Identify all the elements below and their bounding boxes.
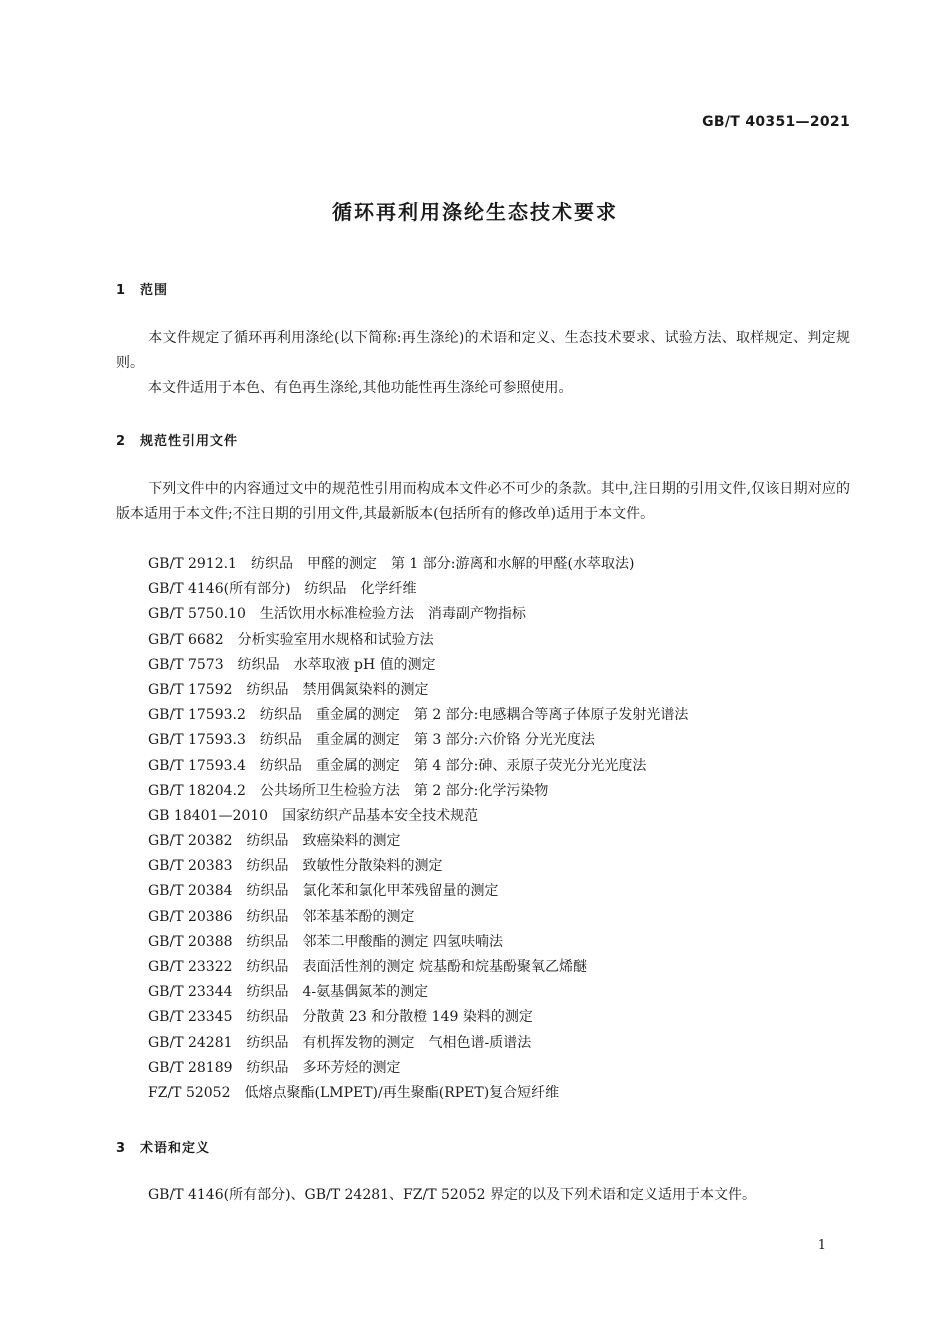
reference-item xyxy=(148,779,688,804)
reference-title: 纺织品 水萃取液 pH 值的测定 xyxy=(237,656,436,673)
reference-title: 分析实验室用水规格和试验方法 xyxy=(237,631,434,648)
reference-item xyxy=(148,754,688,779)
reference-list xyxy=(148,552,688,1106)
reference-item xyxy=(148,879,688,904)
terms-paragraph xyxy=(116,1183,850,1208)
reference-item xyxy=(148,728,688,753)
reference-item xyxy=(148,829,688,854)
paragraph-text: 本文件适用于本色、有色再生涤纶,其他功能性再生涤纶可参照使用。 xyxy=(148,380,573,396)
reference-code: GB/T 6682 xyxy=(148,631,224,648)
reference-code: GB/T 23344 xyxy=(148,984,233,1001)
reference-item xyxy=(148,955,688,980)
reference-item xyxy=(148,854,688,879)
section-2-heading xyxy=(116,430,238,449)
reference-code: GB/T 17593.3 xyxy=(148,732,246,749)
reference-title: 纺织品 有机挥发物的测定 气相色谱-质谱法 xyxy=(246,1034,532,1051)
reference-code: GB/T 5750.10 xyxy=(148,606,246,623)
reference-title: 纺织品 禁用偶氮染料的测定 xyxy=(246,681,429,698)
reference-title: 纺织品 甲醛的测定 第 1 部分:游离和水解的甲醛(水萃取法) xyxy=(250,556,635,572)
reference-item xyxy=(148,804,688,829)
reference-code: GB/T 2912.1 xyxy=(148,556,237,572)
reference-code: GB/T 20383 xyxy=(148,858,233,875)
paragraph-text: 下列文件中的内容通过文中的规范性引用而构成本文件必不可少的条款。其中,注日期的引用文件,仅该日期对应的版本适用于本文件;不注日期的引用文件,其最新版本(包括所有的修改单)适用于本文件。 xyxy=(116,481,850,522)
reference-code: GB/T 23322 xyxy=(148,959,233,975)
reference-title: 纺织品 致敏性分散染料的测定 xyxy=(246,858,443,875)
reference-title: 纺织品 氯化苯和氯化甲苯残留量的测定 xyxy=(246,883,499,900)
scope-paragraph-2 xyxy=(116,376,850,401)
scope-paragraph-1 xyxy=(116,326,850,376)
reference-title: 纺织品 多环芳烃的测定 xyxy=(246,1059,401,1076)
section-number: 2 xyxy=(116,434,127,449)
reference-title: 生活饮用水标准检验方法 消毒副产物指标 xyxy=(259,606,526,623)
reference-title: 低熔点聚酯(LMPET)/再生聚酯(RPET)复合短纤维 xyxy=(244,1084,560,1101)
reference-code: GB/T 18204.2 xyxy=(148,782,246,799)
section-number: 1 xyxy=(116,283,127,298)
reference-title: 纺织品 致癌染料的测定 xyxy=(246,833,401,850)
reference-code: GB/T 23345 xyxy=(148,1009,233,1026)
reference-code: GB/T 24281 xyxy=(148,1034,233,1051)
reference-item xyxy=(148,1031,688,1056)
reference-item xyxy=(148,628,688,653)
references-intro xyxy=(116,477,850,527)
reference-code: GB/T 20382 xyxy=(148,833,233,850)
reference-item xyxy=(148,678,688,703)
section-number: 3 xyxy=(116,1141,127,1156)
reference-item xyxy=(148,1056,688,1081)
reference-title: 纺织品 4-氨基偶氮苯的测定 xyxy=(246,984,429,1001)
reference-item xyxy=(148,905,688,930)
reference-item xyxy=(148,653,688,678)
reference-code: GB/T 20386 xyxy=(148,908,233,925)
reference-code: GB/T 17593.4 xyxy=(148,757,246,774)
reference-code: GB/T 20388 xyxy=(148,933,233,950)
reference-title: 纺织品 重金属的测定 第 3 部分:六价铬 分光光度法 xyxy=(259,732,595,749)
section-title: 术语和定义 xyxy=(140,1141,211,1156)
reference-title: 纺织品 重金属的测定 第 2 部分:电感耦合等离子体原子发射光谱法 xyxy=(259,707,689,724)
reference-code: GB/T 17593.2 xyxy=(148,707,246,724)
reference-title: 国家纺织产品基本安全技术规范 xyxy=(282,807,479,824)
reference-item xyxy=(148,1081,688,1106)
reference-code: GB/T 7573 xyxy=(148,656,224,673)
reference-code: FZ/T 52052 xyxy=(148,1084,231,1101)
reference-item xyxy=(148,980,688,1005)
reference-code: GB/T 28189 xyxy=(148,1059,233,1076)
document-title: 循环再利用涤纶生态技术要求 xyxy=(332,200,618,224)
reference-code: GB/T 4146(所有部分) xyxy=(148,581,291,598)
section-3-heading xyxy=(116,1137,210,1156)
reference-item xyxy=(148,930,688,955)
reference-code: GB/T 17592 xyxy=(148,681,233,698)
reference-code: GB/T 20384 xyxy=(148,883,233,900)
section-1-heading xyxy=(116,279,168,298)
reference-title: 纺织品 邻苯基苯酚的测定 xyxy=(246,908,415,925)
reference-title: 纺织品 分散黄 23 和分散橙 149 染料的测定 xyxy=(246,1009,533,1026)
reference-title: 公共场所卫生检验方法 第 2 部分:化学污染物 xyxy=(259,782,549,799)
standard-code: GB/T 40351—2021 xyxy=(702,114,850,130)
reference-item xyxy=(148,1005,688,1030)
reference-title: 纺织品 化学纤维 xyxy=(304,581,417,598)
paragraph-text: 本文件规定了循环再利用涤纶(以下简称:再生涤纶)的术语和定义、生态技术要求、试验方法、取样规定、判定规则。 xyxy=(116,330,850,371)
reference-item xyxy=(148,577,688,602)
reference-item xyxy=(148,552,688,577)
reference-code: GB 18401—2010 xyxy=(148,807,269,824)
reference-title: 纺织品 表面活性剂的测定 烷基酚和烷基酚聚氧乙烯醚 xyxy=(246,959,587,975)
reference-item xyxy=(148,602,688,627)
reference-title: 纺织品 邻苯二甲酸酯的测定 四氢呋喃法 xyxy=(246,933,503,950)
section-title: 规范性引用文件 xyxy=(140,434,239,449)
page-number: 1 xyxy=(817,1238,826,1253)
paragraph-text: GB/T 4146(所有部分)、GB/T 24281、FZ/T 52052 界定的以及下列术语和定义适用于本文件。 xyxy=(148,1187,756,1203)
reference-title: 纺织品 重金属的测定 第 4 部分:砷、汞原子荧光分光光度法 xyxy=(259,757,647,774)
reference-item xyxy=(148,703,688,728)
section-title: 范围 xyxy=(140,283,169,298)
